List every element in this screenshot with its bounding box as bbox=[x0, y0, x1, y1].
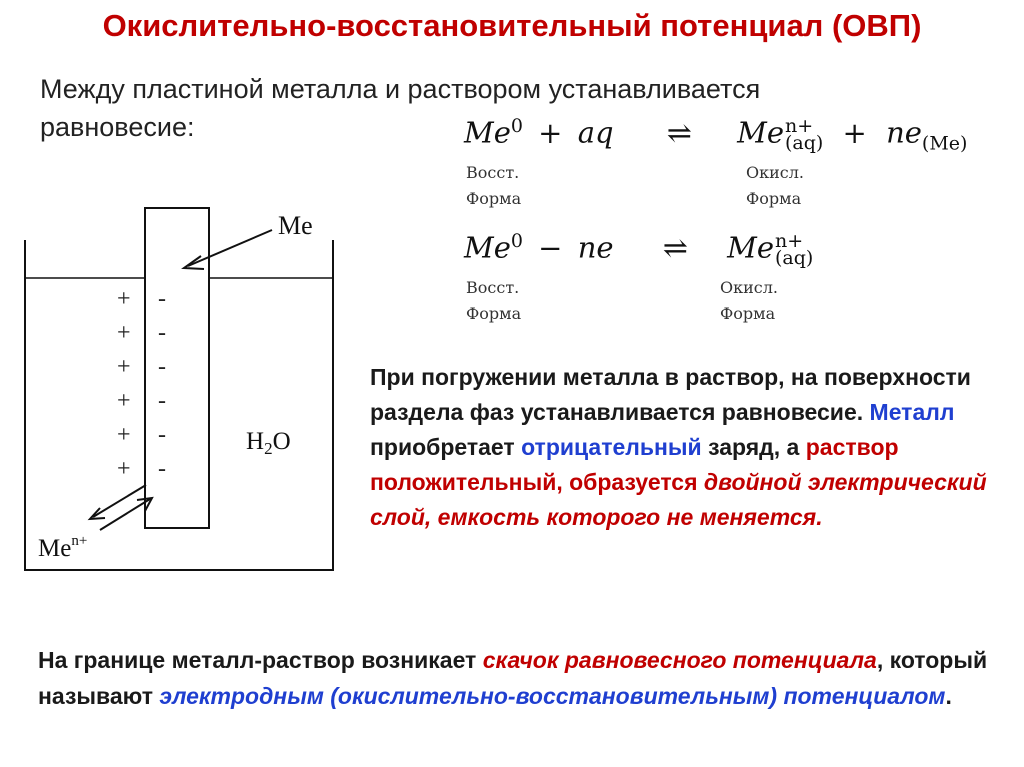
eq2-equilibrium-arrows: ⇌ bbox=[662, 230, 688, 266]
para2-text-3: . bbox=[945, 683, 952, 709]
para1-metal-word: Металл bbox=[869, 399, 955, 425]
eq1-left-caption bbox=[466, 160, 521, 212]
eq2-minus: − bbox=[538, 230, 563, 265]
ion-arrow-in-line bbox=[100, 499, 150, 530]
eq1-right-caption bbox=[746, 160, 804, 212]
plus-sign: + bbox=[117, 388, 131, 414]
eq1-left-caption-line1: Восст. bbox=[466, 163, 520, 182]
eq1-left-superscript: 0 bbox=[510, 115, 523, 137]
para2-text-2: , который называют bbox=[38, 647, 988, 709]
minus-sign: - bbox=[158, 320, 166, 346]
positive-charges bbox=[117, 286, 131, 482]
para1-text-1: При погружении металла в раствор, на поверхности раздела фаз устанавливается равновесие. bbox=[370, 364, 971, 425]
eq1-plus-2: + bbox=[842, 115, 867, 150]
solvent-label: $H_2O$ bbox=[246, 428, 291, 458]
eq1-left-caption-line2: Форма bbox=[466, 189, 522, 208]
electrode-diagram bbox=[0, 190, 360, 580]
eq1-electrons: ne bbox=[886, 115, 922, 150]
eq2-left-caption bbox=[466, 275, 521, 327]
para2-jump-term: скачок равновесного потенциала bbox=[482, 647, 877, 673]
eq2-right-caption-line1: Окисл. bbox=[720, 278, 778, 297]
explanation-paragraph bbox=[370, 360, 1000, 535]
eq2-right-caption bbox=[720, 275, 778, 327]
para1-text-3: заряд, а bbox=[701, 434, 806, 460]
minus-sign: - bbox=[158, 456, 166, 482]
eq2-left-caption-line1: Восст. bbox=[466, 278, 520, 297]
eq1-electrons-subscript: (Me) bbox=[921, 132, 968, 155]
eq2-electrons: ne bbox=[577, 230, 614, 265]
eq2-left-symbol: Me bbox=[464, 230, 511, 265]
eq2-right-superscript: n+ bbox=[774, 229, 804, 252]
para1-solution-word: раствор положительный, образуется bbox=[370, 434, 899, 495]
eq1-right-superscript: n+ bbox=[785, 114, 814, 137]
plus-sign: + bbox=[117, 286, 131, 312]
eq1-right-symbol: Me bbox=[737, 115, 784, 150]
plus-sign: + bbox=[117, 320, 131, 346]
eq1-reagent: aq bbox=[577, 115, 614, 150]
ion-arrow-out-line bbox=[93, 485, 146, 517]
conclusion-paragraph bbox=[38, 642, 998, 714]
eq1-equilibrium-arrows: ⇌ bbox=[666, 115, 692, 151]
eq2-right-subscript: (aq) bbox=[774, 246, 814, 269]
minus-sign: - bbox=[158, 286, 166, 312]
para1-double-layer: двойной электрический слой, емкость которого не меняется. bbox=[370, 469, 987, 530]
para1-negative-word: отрицательный bbox=[521, 434, 702, 460]
intro-text: Между пластиной металла и раствором устанавливается равновесие: bbox=[40, 74, 761, 142]
eq2-right-caption-line2: Форма bbox=[720, 304, 776, 323]
eq1-right-caption-line2: Форма bbox=[746, 189, 802, 208]
para2-text-1: На границе металл-раствор возникает bbox=[38, 647, 483, 673]
metal-label: Me bbox=[278, 211, 313, 240]
plus-sign: + bbox=[117, 422, 131, 448]
minus-sign: - bbox=[158, 354, 166, 380]
eq2-left-superscript: 0 bbox=[510, 230, 523, 252]
eq1-right-caption-line1: Окисл. bbox=[746, 163, 804, 182]
equation-1 bbox=[464, 115, 967, 154]
eq1-right-subscript: (aq) bbox=[785, 131, 824, 154]
para2-electrode-term: электродным (окислительно-восстановительным) потенциалом bbox=[159, 683, 946, 709]
equation-2 bbox=[464, 230, 813, 267]
plus-sign: + bbox=[117, 456, 131, 482]
eq2-left-caption-line2: Форма bbox=[466, 304, 522, 323]
eq1-plus-1: + bbox=[538, 115, 563, 150]
eq2-right-symbol: Me bbox=[727, 230, 774, 265]
eq1-left-symbol: Me bbox=[464, 115, 511, 150]
para1-text-2: приобретает bbox=[370, 434, 522, 460]
ion-label: $Me^{n+}$ bbox=[38, 533, 88, 562]
minus-sign: - bbox=[158, 422, 166, 448]
page-title: Окислительно-восстановительный потенциал (ОВП) bbox=[102, 8, 922, 43]
plus-sign: + bbox=[117, 354, 131, 380]
minus-sign: - bbox=[158, 388, 166, 414]
